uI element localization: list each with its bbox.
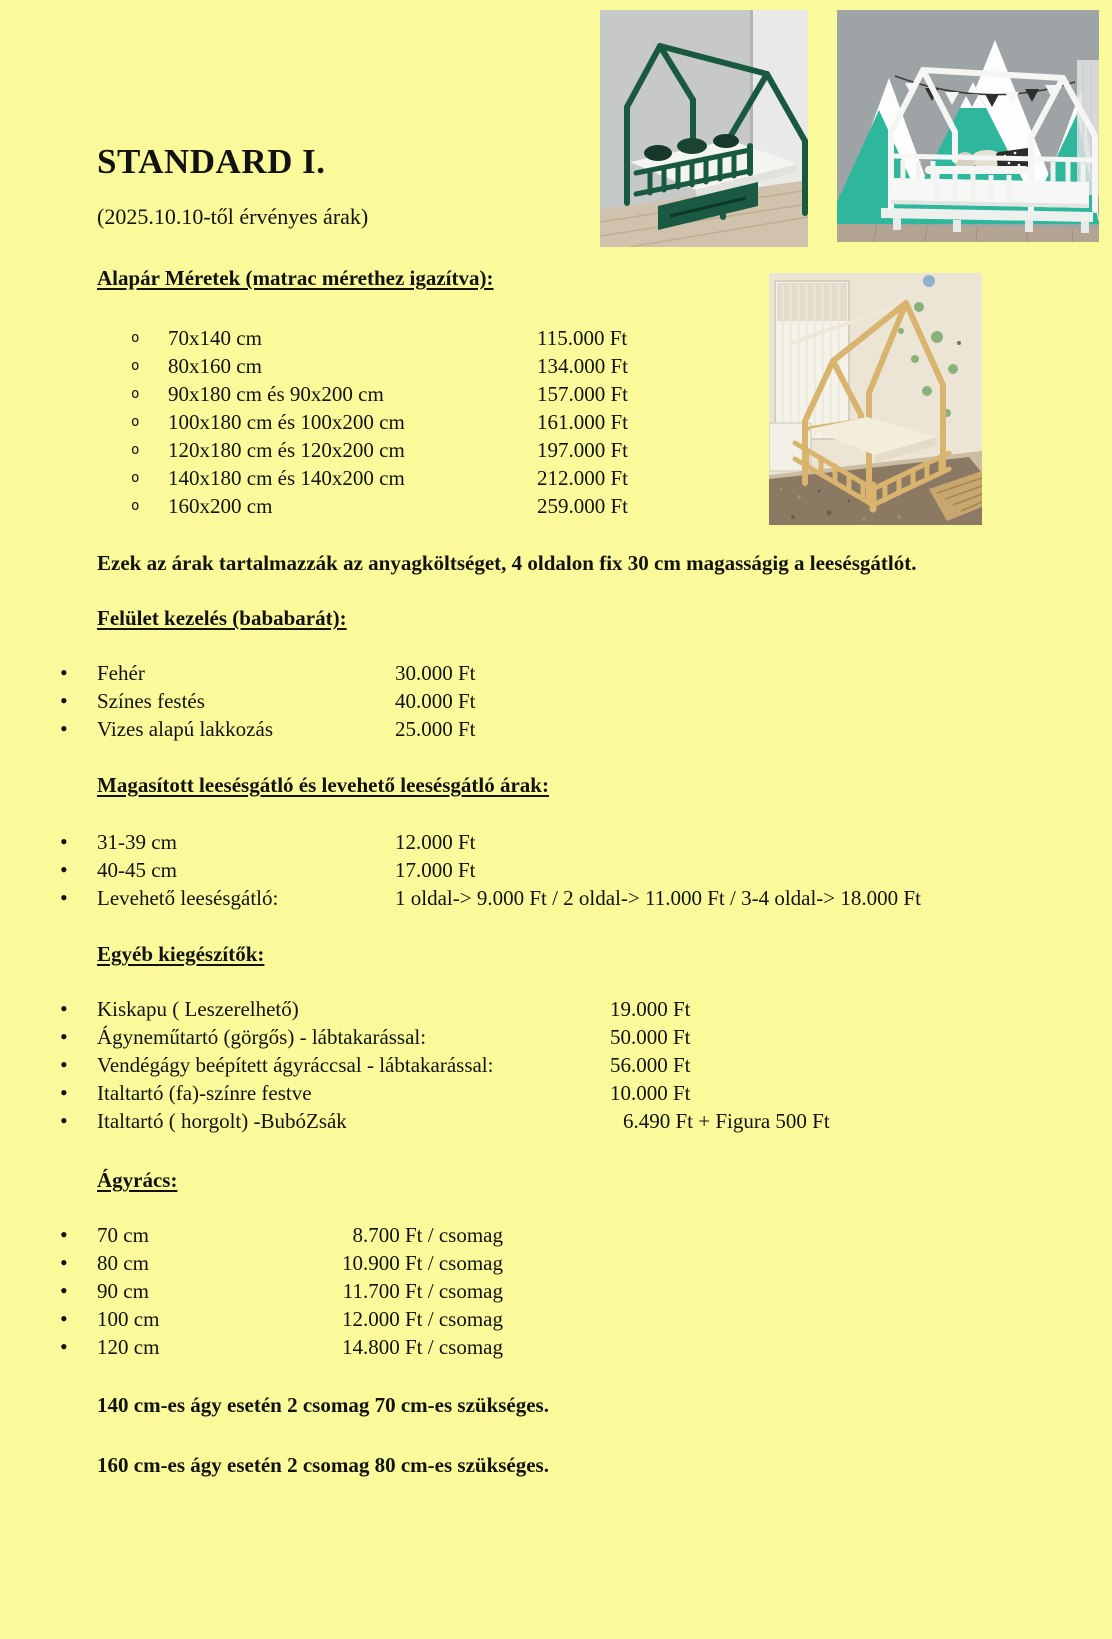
item-price: 6.490 Ft + Figura 500 Ft	[623, 1109, 830, 1133]
item-price: 157.000 Ft	[537, 382, 629, 406]
section-heading-base-prices: Alapár Méretek (matrac mérethez igazítva):	[97, 266, 494, 290]
item-label: Kiskapu ( Leszerelhető)	[97, 997, 299, 1021]
page-title: STANDARD I.	[97, 142, 326, 181]
accessories-list	[0, 995, 1112, 1135]
price-row	[0, 884, 1112, 912]
price-row	[0, 1221, 1112, 1249]
item-label: Italtartó (fa)-színre festve	[97, 1081, 312, 1105]
price-row	[0, 1249, 1112, 1277]
price-row	[0, 380, 1112, 408]
price-row	[0, 408, 1112, 436]
item-label: Ágyneműtartó (görgős) - lábtakarással:	[97, 1025, 427, 1049]
item-label: Vizes alapú lakkozás	[97, 717, 273, 741]
price-row	[0, 715, 1112, 743]
section-heading-rails: Magasított leesésgátló és levehető leesésgátló árak:	[97, 773, 549, 797]
item-label: 120x180 cm és 120x200 cm	[168, 438, 405, 462]
item-price: 50.000 Ft	[610, 1025, 691, 1049]
base-price-list	[0, 324, 1112, 520]
item-price: 212.000 Ft	[537, 466, 629, 490]
note-160cm: 160 cm-es ágy esetén 2 csomag 80 cm-es szükséges.	[97, 1453, 549, 1477]
item-label: Levehető leesésgátló:	[97, 886, 279, 910]
price-row	[0, 659, 1112, 687]
item-label: 90x180 cm és 90x200 cm	[168, 382, 384, 406]
price-row	[0, 1023, 1112, 1051]
price-row	[0, 324, 1112, 352]
valid-from-note: (2025.10.10-től érvényes árak)	[97, 204, 369, 229]
item-price: 14.800 Ft / csomag	[342, 1335, 503, 1359]
rails-list	[0, 828, 1112, 912]
price-row	[0, 1051, 1112, 1079]
item-label: 160x200 cm	[168, 494, 273, 518]
surface-treatment-list	[0, 659, 1112, 743]
price-row	[0, 687, 1112, 715]
price-row	[0, 464, 1112, 492]
item-label: 40-45 cm	[97, 858, 177, 882]
item-label: Italtartó ( horgolt) -BubóZsák	[97, 1109, 347, 1133]
item-price: 10.000 Ft	[610, 1081, 691, 1105]
item-label: 90 cm	[97, 1279, 149, 1303]
item-label: 140x180 cm és 140x200 cm	[168, 466, 405, 490]
item-price: 10.900 Ft / csomag	[342, 1251, 503, 1275]
item-price: 259.000 Ft	[537, 494, 629, 518]
item-label: Vendégágy beépített ágyráccsal - lábtakarással:	[97, 1053, 494, 1077]
section-heading-bed-slats: Ágyrács:	[97, 1168, 178, 1192]
price-row	[0, 1277, 1112, 1305]
item-price: 1 oldal-> 9.000 Ft / 2 oldal-> 11.000 Ft / 3-4 oldal-> 18.000 Ft	[395, 886, 921, 910]
price-row	[0, 492, 1112, 520]
base-price-note: Ezek az árak tartalmazzák az anyagköltséget, 4 oldalon fix 30 cm magasságig a leesésgátlót.	[97, 551, 917, 575]
item-label: 80 cm	[97, 1251, 149, 1275]
price-row	[0, 1107, 1112, 1135]
item-price: 40.000 Ft	[395, 689, 476, 713]
item-price: 161.000 Ft	[537, 410, 629, 434]
item-price: 115.000 Ft	[537, 326, 628, 350]
note-140cm: 140 cm-es ágy esetén 2 csomag 70 cm-es szükséges.	[97, 1393, 549, 1417]
item-price: 19.000 Ft	[610, 997, 691, 1021]
item-price: 30.000 Ft	[395, 661, 476, 685]
section-heading-accessories: Egyéb kiegészítők:	[97, 942, 265, 966]
item-label: Színes festés	[97, 689, 205, 713]
bed-slats-list	[0, 1221, 1112, 1361]
item-label: 80x160 cm	[168, 354, 262, 378]
item-price: 134.000 Ft	[537, 354, 629, 378]
item-label: 100x180 cm és 100x200 cm	[168, 410, 405, 434]
item-label: 100 cm	[97, 1307, 160, 1331]
item-label: 31-39 cm	[97, 830, 177, 854]
price-row	[0, 436, 1112, 464]
price-row	[0, 1305, 1112, 1333]
item-label: 70 cm	[97, 1223, 149, 1247]
item-price: 12.000 Ft / csomag	[342, 1307, 503, 1331]
item-label: 70x140 cm	[168, 326, 262, 350]
item-price: 56.000 Ft	[610, 1053, 691, 1077]
price-row	[0, 856, 1112, 884]
price-row	[0, 352, 1112, 380]
item-label: Fehér	[97, 661, 145, 685]
item-price: 8.700 Ft / csomag	[352, 1223, 503, 1247]
item-price: 25.000 Ft	[395, 717, 476, 741]
price-row	[0, 828, 1112, 856]
item-price: 12.000 Ft	[395, 830, 476, 854]
price-row	[0, 1333, 1112, 1361]
item-label: 120 cm	[97, 1335, 160, 1359]
item-price: 197.000 Ft	[537, 438, 629, 462]
price-row	[0, 995, 1112, 1023]
item-price: 17.000 Ft	[395, 858, 476, 882]
price-row	[0, 1079, 1112, 1107]
item-price: 11.700 Ft / csomag	[342, 1279, 503, 1303]
section-heading-surface-treatment: Felület kezelés (bababarát):	[97, 606, 347, 630]
